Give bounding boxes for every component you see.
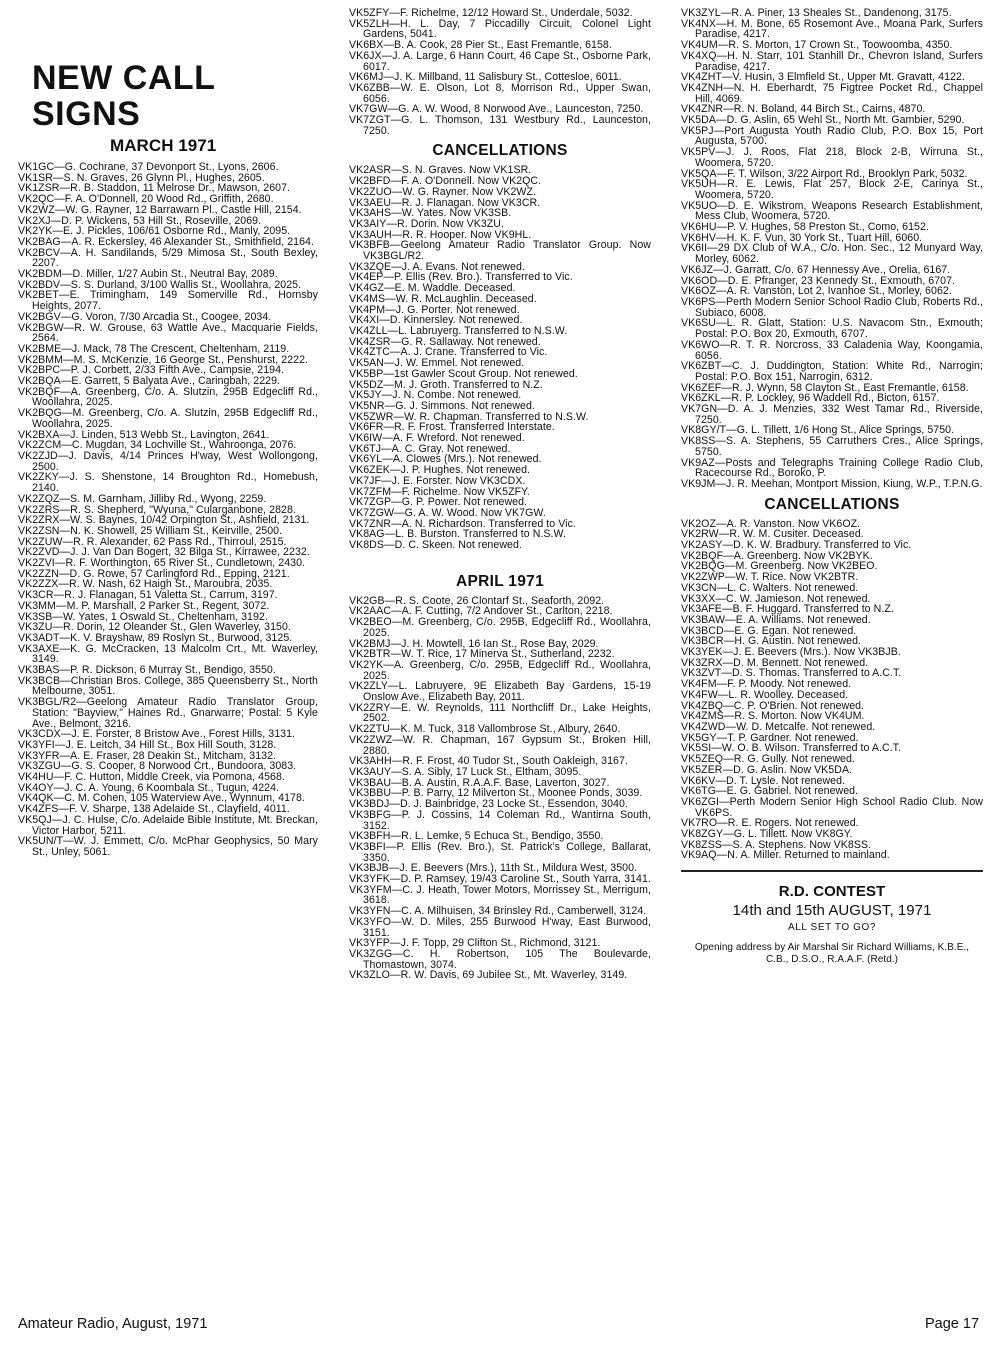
march-cancellations-list xyxy=(349,165,651,550)
april-cancellations-heading: CANCELLATIONS xyxy=(764,495,900,513)
cancellation-entry: VK2ASR—S. N. Graves. Now VK1SR. xyxy=(349,164,532,177)
cancellation-entry: VK6TG—E. G. Gabriel. Not renewed. xyxy=(681,785,859,798)
cancellation-entry: VK3BCR—H. G. Austin. Not renewed. xyxy=(681,635,862,648)
cancellation-entry: VK7JF—J. E. Forster. Now VK3CDX. xyxy=(349,474,526,487)
call-sign-entry: VK4ZFS—F. V. Sharpe, 138 Adelaide St., Clayfield, 4011. xyxy=(18,803,290,816)
call-sign-entry: VK3ADT—K. V. Brayshaw, 89 Roslyn St., Burwood, 3125. xyxy=(18,631,293,644)
call-sign-entry: VK2BMJ—J. H. Mowtell, 16 Ian St., Rose Bay, 2029. xyxy=(349,637,599,650)
cancellation-entry: VK6FR—R. F. Frost. Transferred Interstate. xyxy=(349,421,555,434)
cancellation-entry: VK6IW—A. F. Wreford. Not renewed. xyxy=(349,432,525,445)
call-sign-entry: VK3BCB—Christian Bros. College, 385 Queensberry St., North Melbourne, 3051. xyxy=(18,674,318,698)
cancellation-entry: VK3CN—L. C. Walters. Not renewed. xyxy=(681,581,859,594)
call-sign-entry: VK2BQG—M. Greenberg, C/o. A. Slutzin, 295B Edgecliff Rd., Woollahra, 2025. xyxy=(18,407,318,430)
call-sign-entry: VK6MJ—J. K. Millband, 11 Salisbury St., Cottesloe, 6011. xyxy=(349,71,622,84)
call-sign-entry: VK3ZYL—R. A. Piner, 13 Sheales St., Dandenong, 3175. xyxy=(681,7,952,19)
call-sign-entry: VK2ZKY—J. S. Shenstone, 14 Broughton Rd., Homebush, 2140. xyxy=(18,471,318,495)
cancellation-entry: VK3ZRX—D. M. Bennett. Not renewed. xyxy=(681,656,869,669)
contest-dates: 14th and 15th AUGUST, 1971 xyxy=(732,902,932,920)
rd-contest-box xyxy=(681,882,983,966)
call-sign-entry: VK3YFK—D. P. Ramsey, 19/43 Caroline St., South Yarra, 3141. xyxy=(349,873,651,886)
footer-page-number: Page 17 xyxy=(925,1316,980,1332)
divider-rule xyxy=(681,870,983,872)
cancellation-entry: VK7ZNR—A. N. Richardson. Transferred to Vic. xyxy=(349,517,576,530)
call-sign-entry: VK2BEO—M. Greenberg, C/o. 295B, Edgecliff Rd., Woollahra, 2025. xyxy=(349,616,651,639)
cancellation-entry: VK5GY—T. P. Gardner. Not renewed. xyxy=(681,731,859,744)
call-sign-entry: VK6II—29 DX Club of W.A., C/o. Hon. Sec., 12 Munyard Way, Morley, 6062. xyxy=(681,242,983,266)
call-sign-entry: VK2BAG—A. R. Eckersley, 46 Alexander St., Smithfield, 2164. xyxy=(18,235,314,248)
call-sign-entry: VK2BPC—P. J. Corbett, 2/33 Fifth Ave., Campsie, 2194. xyxy=(18,364,285,377)
call-sign-entry: VK2ZZX—R. W. Nash, 62 Haigh St., Maroubra, 2035. xyxy=(18,578,273,591)
column-left xyxy=(18,8,318,858)
call-sign-entry: VK3ZLO—R. W. Davis, 69 Jubilee St., Mt. Waverley, 3149. xyxy=(349,969,628,982)
call-sign-entry: VK3BDJ—D. J. Bainbridge, 23 Locke St., Essendon, 3040. xyxy=(349,798,628,811)
cancellation-entry: VK6KV—D. T. Lysle. Not renewed. xyxy=(681,774,846,787)
call-sign-entry: VK5QA—F. T. Wilson, 3/22 Airport Rd., Brooklyn Park, 5032. xyxy=(681,167,968,180)
contest-question: ALL SET TO GO? xyxy=(787,922,877,934)
call-sign-entry: VK6JZ—J. Garratt, C/o. 67 Hennessy Ave., Orelia, 6167. xyxy=(681,263,951,276)
call-sign-entry: VK1GC—G. Cochrane, 37 Devonport St., Lyons, 2606. xyxy=(18,161,279,173)
call-sign-entry: VK8SS—S. A. Stephens, 55 Carruthers Cres., Alice Springs, 5750. xyxy=(681,435,983,458)
cancellation-entry: VK3ZQE—J. A. Evans. Not renewed. xyxy=(349,260,525,273)
cancellation-entry: VK8DS—D. C. Skeen. Not renewed. xyxy=(349,539,522,552)
cancellation-entry: VK3AFE—B. F. Huggard. Transferred to N.Z. xyxy=(681,603,894,616)
april-call-signs-list xyxy=(349,596,651,981)
cancellation-entry: VK4ZBQ—C. P. O'Brien. Not renewed. xyxy=(681,699,865,712)
call-sign-entry: VK3BFG—P. J. Cossins, 14 Coleman Rd., Wantirna South, 3152. xyxy=(349,808,651,832)
call-sign-entry: VK8GY/T—G. L. Tillett, 1/6 Hong St., Alice Springs, 5750. xyxy=(681,424,955,437)
call-sign-entry: VK9JM—J. R. Meehan, Montport Mission, Kiung, W.P., T.P.N.G. xyxy=(681,477,983,490)
call-sign-entry: VK2BTR—W. T. Rice, 17 Minerva St., Sutherland, 2232. xyxy=(349,648,615,661)
cancellation-entry: VK8ZSS—S. A. Stephens. Now VK8SS. xyxy=(681,838,872,851)
cancellation-entry: VK5NR—G. J. Simmons. Not renewed. xyxy=(349,399,535,412)
cancellation-entry: VK2ZUO—W. G. Rayner. Now VK2WZ. xyxy=(349,185,536,198)
call-sign-entry: VK2ZQZ—S. M. Garnham, Jilliby Rd., Wyong, 2259. xyxy=(18,492,267,505)
call-sign-entry: VK2ZJD—J. Davis, 4/14 Princes H'way, West Wollongong, 2500. xyxy=(18,449,318,473)
call-sign-entry: VK6OZ—A. R. Vanston, Lot 2, Ivanhoe St., Morley, 6062. xyxy=(681,285,952,298)
call-sign-entry: VK2XJ—D. P. Wickens, 53 Hill St., Roseville, 2069. xyxy=(18,214,262,227)
call-sign-entry: VK2ZTU—K. M. Tuck, 318 Vallombrose St., Albury, 2640. xyxy=(349,723,621,736)
call-sign-entry: VK1SR—S. N. Graves, 26 Glynn Pl., Hughes, 2605. xyxy=(18,171,265,184)
cancellation-entry: VK4XI—D. Kinnersley. Not renewed. xyxy=(349,314,523,327)
call-sign-entry: VK3BAS—P. R. Dickson, 6 Murray St., Bendigo, 3550. xyxy=(18,664,276,677)
call-sign-entry: VK4ZNR—R. N. Boland, 44 Birch St., Cairns, 4870. xyxy=(681,103,926,116)
contest-opening-address: Opening address by Air Marshal Sir Richard Williams, K.B.E., C.B., D.S.O., R.A.A.F. (Retd.) xyxy=(694,942,970,966)
call-sign-entry: VK3BFI—P. Ellis (Rev. Bro.), St. Patrick's College, Ballarat, 3350. xyxy=(349,840,651,864)
call-sign-entry: VK2YK—A. Greenberg, C/o. 295B, Edgecliff Rd., Woollahra, 2025. xyxy=(349,658,651,682)
cancellation-entry: VK4MS—W. R. McLaughlin. Deceased. xyxy=(349,292,537,305)
call-sign-entry: VK3BAU—B. A. Austin, R.A.A.F. Base, Laverton, 3027. xyxy=(349,776,610,789)
call-sign-entry: VK6HV—H. K. F. Vun, 30 York St., Tuart Hill, 6060. xyxy=(681,231,923,244)
call-sign-entry: VK2BME—J. Mack, 78 The Crescent, Cheltenham, 2119. xyxy=(18,342,290,355)
call-sign-entry: VK4OY—J. C. A. Young, 6 Koombala St., Tugun, 4224. xyxy=(18,781,280,794)
call-sign-entry: VK6PS—Perth Modern Senior School Radio Club, Roberts Rd., Subiaco, 6008. xyxy=(681,295,983,319)
call-sign-entry: VK5ZFY—F. Richelme, 12/12 Howard St., Underdale, 5032. xyxy=(349,7,633,19)
cancellation-entry: VK3ZVT—D. S. Thomas. Transferred to A.C.T. xyxy=(681,667,902,680)
call-sign-entry: VK2ZVI—R. F. Worthington, 65 River St., Cundletown, 2430. xyxy=(18,557,306,570)
call-sign-entry: VK2BQF—A. Greenberg, C/o. A. Slutzin, 295B Edgecliff Rd., Woollahra, 2025. xyxy=(18,385,318,409)
call-sign-entry: VK2WZ—W. G. Rayner, 12 Barrawarn Pl., Castle Hill, 2154. xyxy=(18,203,302,216)
call-sign-entry: VK2YK—E. J. Pickles, 106/61 Osborne Rd., Manly, 2095. xyxy=(18,225,291,238)
cancellation-entry: VK6TJ—A. C. Gray. Not renewed. xyxy=(349,442,511,455)
cancellation-entry: VK8AG—L. B. Burston. Transferred to N.S.W. xyxy=(349,528,566,541)
cancellation-entry: VK4FW—L. R. Woolley. Deceased. xyxy=(681,688,849,701)
call-sign-entry: VK5UO—D. E. Wikstrom, Weapons Research Establishment, Mess Club, Woomera, 5720. xyxy=(681,199,983,223)
call-sign-entry: VK5QJ—J. C. Hulse, C/o. Adelaide Bible Institute, Mt. Breckan, Victor Harbor, 5211. xyxy=(18,813,318,837)
call-sign-entry: VK2ZRY—E. W. Reynolds, 111 Northcliff Dr., Lake Heights, 2502. xyxy=(349,701,651,725)
call-sign-entry: VK2ZVD—J. J. Van Dan Bogert, 32 Bilga St., Kirrawee, 2232. xyxy=(18,546,310,559)
call-sign-entry: VK2ZLY—L. Labruyere, 9E Elizabeth Bay Gardens, 15-19 Onslow Ave., Elizabeth Bay, 2011. xyxy=(349,680,651,704)
contest-title: R.D. CONTEST xyxy=(778,883,886,901)
call-sign-entry: VK7GW—G. A. W. Wood, 8 Norwood Ave., Launceston, 7250. xyxy=(349,103,644,116)
call-sign-entry: VK2BDM—D. Miller, 1/27 Aubin St., Neutral Bay, 2089. xyxy=(18,268,278,281)
march-cancellations-heading: CANCELLATIONS xyxy=(432,142,568,160)
cancellation-entry: VK2BQG—M. Greenberg. Now VK2BEO. xyxy=(681,560,878,573)
call-sign-entry: VK3YFO—W. D. Miles, 255 Burwood H'way, East Burwood, 3151. xyxy=(349,915,651,939)
cancellation-entry: VK5DZ—M. J. Groth. Transferred to N.Z. xyxy=(349,378,543,391)
cancellation-entry: VK5ZWR—W. R. Chapman. Transferred to N.S.W. xyxy=(349,410,589,423)
cancellation-entry: VK3BCD—E. G. Egan. Not renewed. xyxy=(681,624,857,637)
call-sign-entry: VK5DA—D. G. Aslin, 65 Wehl St., North Mt. Gambier, 5290. xyxy=(681,114,965,127)
call-sign-entry: VK2BQA—E. Garrett, 5 Balyata Ave., Caringbah, 2229. xyxy=(18,375,281,388)
call-sign-entry: VK4UM—R. S. Morton, 17 Crown St., Toowoomba, 4350. xyxy=(681,39,953,52)
call-sign-entry: VK1ZSR—R. B. Staddon, 11 Melrose Dr., Mawson, 2607. xyxy=(18,182,291,195)
cancellation-entry: VK3BAW—E. A. Williams. Not renewed. xyxy=(681,613,871,626)
cancellation-entry: VK3YEK—J. E. Beevers (Mrs.). Now VK3BJB. xyxy=(681,646,901,659)
call-sign-entry: VK6OD—D. E. Pfranger, 23 Kennedy St., Exmouth, 6707. xyxy=(681,274,956,287)
call-sign-entry: VK3AUY—S. A. Sibly, 17 Luck St., Eltham, 3095. xyxy=(349,766,582,778)
call-sign-entry: VK3CR—R. J. Flanagan, 51 Valetta St., Carrum, 3197. xyxy=(18,589,278,602)
cancellation-entry: VK6ZEK—J. P. Hughes. Not renewed. xyxy=(349,464,531,477)
call-sign-entry: VK6ZEF—R. J. Wynn, 58 Clayton St., East Fremantle, 6158. xyxy=(681,381,969,394)
cancellation-entry: VK3AEU—R. J. Flanagan. Now VK3CR. xyxy=(349,196,541,209)
april-heading: APRIL 1971 xyxy=(455,572,544,590)
call-sign-entry: VK5PV—J. J. Roos, Flat 218, Block 2-B, Wirruna St., Woomera, 5720. xyxy=(681,146,983,169)
call-sign-entry: VK2BCV—A. H. Sandilands, 5/29 Mimosa St., South Bexley, 2207. xyxy=(18,246,318,270)
call-sign-entry: VK2BDV—S. S. Durland, 3/100 Wallis St., Woollahra, 2025. xyxy=(18,278,302,291)
call-sign-entry: VK2ZWZ—W. R. Chapman, 167 Gypsum St., Broken Hill, 2880. xyxy=(349,733,651,757)
call-sign-entry: VK5PJ—Port Augusta Youth Radio Club, P.O. Box 15, Port Augusta, 5700. xyxy=(681,124,983,148)
call-sign-entry: VK3BBU—P. B. Parry, 12 Milverton St., Moonee Ponds, 3039. xyxy=(349,787,643,800)
call-sign-entry: VK4ZNH—N. H. Eberhardt, 75 Figtree Pocket Rd., Chappel Hill, 4069. xyxy=(681,81,983,105)
call-sign-entry: VK3BJB—J. E. Beevers (Mrs.), 11th St., Mildura West, 3500. xyxy=(349,862,638,875)
cancellation-entry: VK4ZLL—L. Labruyerg. Transferred to N.S.W. xyxy=(349,324,568,337)
cancellation-entry: VK5BP—1st Gawler Scout Group. Not renewed. xyxy=(349,367,578,380)
call-sign-entry: VK4HU—F. C. Hutton, Middle Creek, via Pomona, 4568. xyxy=(18,771,285,784)
call-sign-entry: VK6WO—R. T. R. Norcross, 33 Caladenia Way, Koongamia, 6056. xyxy=(681,338,983,362)
call-sign-entry: VK2BGV—G. Voron, 7/30 Arcadia St., Coogee, 2034. xyxy=(18,310,272,323)
call-sign-entry: VK2QC—F. A. O'Donnell, 20 Wood Rd., Griffith, 2680. xyxy=(18,193,274,206)
cancellation-entry: VK4ZMS—R. S. Morton. Now VK4UM. xyxy=(681,710,865,723)
cancellation-entry: VK3AUH—R. R. Hooper. Now VK9HL. xyxy=(349,228,532,241)
cancellation-entry: VK7ZGW—G. A. W. Wood. Now VK7GW. xyxy=(349,506,546,519)
call-sign-entry: VK3BGL/R2—Geelong Amateur Radio Translator Group, Station: "Bayview," Haines Rd., Gnarwarre; Postal: 5 Kyle Ave., Belmont, 3216. xyxy=(18,696,318,730)
call-sign-entry: VK3YFM—C. J. Heath, Tower Motors, Morrissey St., Merrigum, 3618. xyxy=(349,883,651,907)
cancellation-entry: VK2BFD—F. A. O'Donnell. Now VK2QC. xyxy=(349,175,542,188)
march-call-signs-list-continued xyxy=(349,8,651,136)
call-sign-entry: VK4ZHT—V. Husin, 3 Elmfield St., Upper Mt. Gravatt, 4122. xyxy=(681,71,965,84)
cancellation-entry: VK3AIY—R. Dorin. Now VK3ZU. xyxy=(349,217,505,230)
call-sign-entry: VK5UH—R. E. Lewis, Flat 257, Block 2-E, Carinya St., Woomera, 5720. xyxy=(681,178,983,201)
call-sign-entry: VK3SB—W. Yates, 1 Oswald St., Cheltenham, 3192. xyxy=(18,610,268,623)
cancellation-entry: VK2OZ—A. R. Vanston. Now VK6OZ. xyxy=(681,517,861,530)
cancellation-entry: VK4EP—P. Ellis (Rev. Bro.). Transferred to Vic. xyxy=(349,271,573,284)
cancellation-entry: VK2RW—R. W. M. Cusiter. Deceased. xyxy=(681,528,864,541)
cancellation-entry: VK4ZTC—A. J. Crane. Transferred to Vic. xyxy=(349,346,548,359)
call-sign-entry: VK6SU—L. R. Glatt, Station: U.S. Navacom Stn., Exmouth; Postal: P.O. Box 20, Exmouth, 6707. xyxy=(681,317,983,341)
call-sign-entry: VK3BFH—R. L. Lemke, 5 Echuca St., Bendigo, 3550. xyxy=(349,830,604,843)
cancellation-entry: VK3BFB—Geelong Amateur Radio Translator Group. Now VK3BGL/R2. xyxy=(349,239,651,263)
footer-publication: Amateur Radio, August, 1971 xyxy=(18,1316,208,1332)
call-sign-entry: VK9AZ—Posts and Telegraphs Training College Radio Club, Racecourse Rd., Boroko, P. xyxy=(681,456,983,480)
call-sign-entry: VK2BGW—R. W. Grouse, 63 Wattle Ave., Macquarie Fields, 2564. xyxy=(18,321,318,345)
call-sign-entry: VK5UN/T—W. J. Emmett, C/o. McPhar Geophysics, 50 Mary St., Unley, 5061. xyxy=(18,835,318,858)
march-call-signs-list xyxy=(18,162,318,858)
cancellation-entry: VK6YL—A. Clowes (Mrs.). Not renewed. xyxy=(349,453,542,466)
call-sign-entry: VK2BMM—M. S. McKenzie, 16 George St., Penshurst, 2222. xyxy=(18,353,309,366)
call-sign-entry: VK2BXA—J. Linden, 513 Webb St., Lavington, 2641. xyxy=(18,428,270,441)
call-sign-entry: VK2BET—E. Trimingham, 149 Somerville Rd., Hornsby Heights, 2077. xyxy=(18,289,318,313)
cancellation-entry: VK2ZWP—W. T. Rice. Now VK2BTR. xyxy=(681,571,859,584)
call-sign-entry: VK2GB—R. S. Coote, 26 Clontarf St., Seaforth, 2092. xyxy=(349,594,605,607)
call-sign-entry: VK6JX—J. A. Large, 6 Hann Court, 46 Cape St., Osborne Park, 6017. xyxy=(349,49,651,73)
cancellation-entry: VK4GZ—E. M. Waddle. Deceased. xyxy=(349,282,516,295)
call-sign-entry: VK3CDX—J. E. Forster, 8 Bristow Ave., Forest Hills, 3131. xyxy=(18,728,296,741)
column-middle xyxy=(349,8,651,981)
call-sign-entry: VK2ZSN—N. K. Showell, 25 William St., Keirville, 2500. xyxy=(18,524,283,537)
cancellation-entry: VK5AN—J. W. Emmel. Not renewed. xyxy=(349,357,525,370)
call-sign-entry: VK3ZGU—G. S. Cooper, 8 Norwood Crt., Bundoora, 3083. xyxy=(18,760,297,773)
call-sign-entry: VK4QK—C. M. Cohen, 105 Waterview Ave., Wynnum, 4178. xyxy=(18,792,305,805)
call-sign-entry: VK6ZBT—C. J. Duddington, Station: White Rd., Narrogin; Postal: P.O. Box 151, Narrogin, 6312. xyxy=(681,360,983,383)
cancellation-entry: VK5ZEQ—R. G. Gully. Not renewed. xyxy=(681,753,855,766)
call-sign-entry: VK3YFR—A. E. Fraser, 28 Deakin St., Mitcham, 3132. xyxy=(18,749,277,762)
cancellation-entry: VK2BQF—A. Greenberg. Now VK2BYK. xyxy=(681,549,873,562)
call-sign-entry: VK3YFP—J. F. Topp, 29 Clifton St., Richmond, 3121. xyxy=(349,937,601,950)
april-call-signs-list-continued xyxy=(681,8,983,490)
cancellation-entry: VK2ASY—D. K. W. Bradbury. Transferred to Vic. xyxy=(681,539,912,552)
call-sign-entry: VK3YFI—J. E. Leitch, 34 Hill St., Box Hill South, 3128. xyxy=(18,738,277,751)
cancellation-entry: VK4FM—F. P. Moody. Not renewed. xyxy=(681,678,852,691)
call-sign-entry: VK4XQ—H. N. Starr, 101 Stanhill Dr., Chevron Island, Surfers Paradise, 4217. xyxy=(681,49,983,73)
call-sign-entry: VK2AAC—A. F. Cutting, 7/2 Andover St., Carlton, 2218. xyxy=(349,605,613,618)
cancellation-entry: VK4PM—J. G. Porter. Not renewed. xyxy=(349,303,520,316)
cancellation-entry: VK4ZWD—W. D. Metcalfe. Not renewed. xyxy=(681,721,876,733)
call-sign-entry: VK2ZRS—R. S. Shepherd, "Wyuna," Cularganbone, 2828. xyxy=(18,503,296,516)
cancellation-entry: VK4ZSR—G. R. Sallaway. Not renewed. xyxy=(349,335,541,348)
call-sign-entry: VK7GN—D. A. J. Menzies, 332 West Tamar Rd., Riverside, 7250. xyxy=(681,403,983,426)
call-sign-entry: VK6ZBB—W. E. Olson, Lot 8, Morrison Rd., Upper Swan, 6056. xyxy=(349,81,651,105)
call-sign-entry: VK6BX—B. A. Cook, 28 Pier St., East Fremantle, 6158. xyxy=(349,39,612,52)
call-sign-entry: VK3YFN—C. A. Milhuisen, 34 Brinsley Rd., Camberwell, 3124. xyxy=(349,905,647,918)
cancellation-entry: VK3AHS—W. Yates. Now VK3SB. xyxy=(349,207,512,220)
march-heading: MARCH 1971 xyxy=(110,136,217,155)
cancellation-entry: VK8ZGY—G. L. Tillett. Now VK8GY. xyxy=(681,828,853,841)
call-sign-entry: VK2ZUW—R. R. Alexander, 62 Pass Rd., Thirroul, 2515. xyxy=(18,535,287,548)
call-sign-entry: VK3AXE—K. G. McCracken, 13 Malcolm Crt., Mt. Waverley, 3149. xyxy=(18,642,318,666)
call-sign-entry: VK6ZKL—R. P. Lockley, 96 Waddell Rd., Bicton, 6157. xyxy=(681,392,940,405)
page-title: NEW CALL SIGNS xyxy=(32,59,215,133)
cancellation-entry: VK3XX—C. W. Jamieson. Not renewed. xyxy=(681,592,871,605)
cancellation-entry: VK5SI—W. O. B. Wilson. Transferred to A.C.T. xyxy=(681,742,902,755)
cancellation-entry: VK9AQ—N. A. Miller. Returned to mainland. xyxy=(681,849,890,862)
call-sign-entry: VK7ZGT—G. L. Thomson, 131 Westbury Rd., Launceston, 7250. xyxy=(349,114,651,137)
cancellation-entry: VK5ZER—D. G. Aslin. Now VK5DA. xyxy=(681,763,853,776)
call-sign-entry: VK3AHH—R. F. Frost, 40 Tudor St., South Oakleigh, 3167. xyxy=(349,755,628,768)
call-sign-entry: VK3ZU—R. Dorin, 12 Oleander St., Glen Waverley, 3150. xyxy=(18,621,291,634)
call-sign-entry: VK5ZLH—H. L. Day, 7 Piccadilly Circuit, Colonel Light Gardens, 5041. xyxy=(349,17,651,41)
cancellation-entry: VK7ZFM—F. Richelme. Now VK5ZFY. xyxy=(349,485,530,498)
call-sign-entry: VK4NX—H. M. Bone, 65 Rosemont Ave., Moana Park, Surfers Paradise, 4217. xyxy=(681,17,983,41)
cancellation-entry: VK7RO—R. E. Rogers. Not renewed. xyxy=(681,817,859,830)
cancellation-entry: VK6ZGI—Perth Modern Senior High School Radio Club. Now VK6PS. xyxy=(681,795,983,819)
call-sign-entry: VK3ZGG—C. H. Robertson, 105 The Boulevarde, Thomastown, 3074. xyxy=(349,947,651,971)
april-cancellations-list xyxy=(681,519,983,862)
call-sign-entry: VK3MM—M. P. Marshall, 2 Parker St., Regent, 3072. xyxy=(18,599,270,612)
column-right xyxy=(681,8,983,966)
cancellation-entry: VK5JY—J. N. Combe. Not renewed. xyxy=(349,389,522,402)
cancellation-entry: VK7ZGP—G. P. Power. Not renewed. xyxy=(349,496,528,509)
call-sign-entry: VK2ZCM—C. Mugdan, 34 Lochville St., Wahroonga, 2076. xyxy=(18,439,297,452)
call-sign-entry: VK2ZRX—W. S. Baynes, 10/42 Orpington St., Ashfield, 2131. xyxy=(18,514,310,527)
call-sign-entry: VK6HU—P. V. Hughes, 58 Preston St., Como, 6152. xyxy=(681,221,929,234)
call-sign-entry: VK2ZZN—D. G. Rowe, 57 Carlingford Rd., Epping, 2121. xyxy=(18,567,290,580)
